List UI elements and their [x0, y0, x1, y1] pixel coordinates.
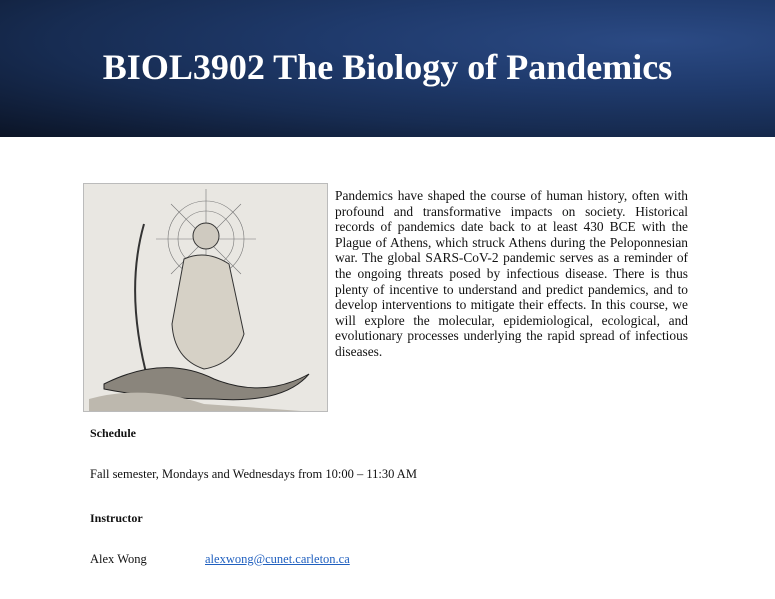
header-banner — [0, 0, 775, 137]
course-description: Pandemics have shaped the course of human history, often with profound and transformative impacts on society. Historical records of pandemics date back to at least 430 BCE with the Plague of Athens, which struck Athens during the Peloponnesian war. The global SARS-CoV-2 pandemic serves as a reminder of the ongoing threats posed by infectious disease. There is thus plenty of incentive to understand and predict pandemics, and to develop interventions to mitigate their effects. In this course, we will explore the molecular, epidemiological, ecological, and evolutionary processes underlying the rapid spread of infectious diseases. — [335, 188, 688, 359]
instructor-email-link[interactable]: alexwong@cunet.carleton.ca — [205, 552, 350, 566]
apollo-engraving-image — [83, 183, 328, 412]
instructor-heading: Instructor — [90, 511, 143, 525]
instructor-name: Alex Wong — [90, 552, 147, 566]
schedule-heading: Schedule — [90, 426, 137, 440]
page-title: BIOL3902 The Biology of Pandemics — [102, 47, 673, 87]
schedule-text: Fall semester, Mondays and Wednesdays from 10:00 – 11:30 AM — [90, 467, 417, 481]
